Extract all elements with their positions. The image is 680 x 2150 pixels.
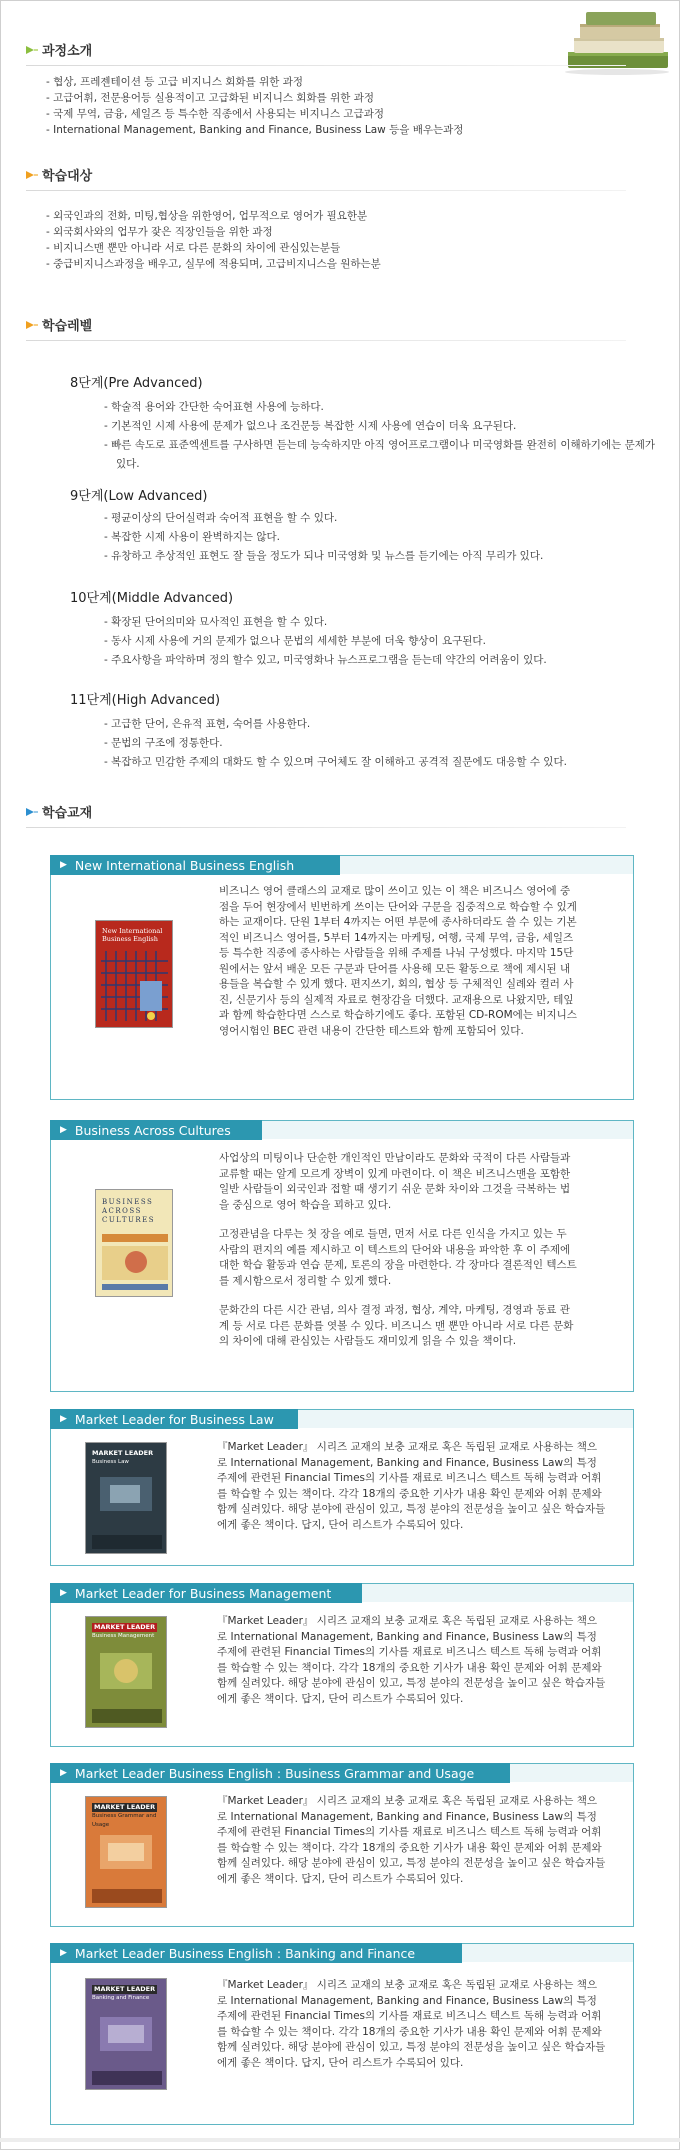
list-item: - 복잡한 시제 사용이 완벽하지는 않다. (104, 528, 664, 547)
list-item: - 복잡하고 민감한 주제의 대화도 할 수 있으며 구어체도 잘 이해하고 공격적 질문에도 대응할 수 있다. (104, 753, 664, 772)
book-description: 『Market Leader』 시리즈 교재의 보충 교재로 혹은 독립된 교재로 사용하는 책으로 International Management, Banking and Finance, Business Law의 특정 주제에 관련된 Financial Times의 기사를 재료로 비즈니스 텍스트 독해 능력과 어휘를 학습할 수 있는 책이다. 각각 18개의 중요한 기사가 내용 확인 문제와 어휘 문제와 함께 실려있다. 해당 분야에 관심이 있고, 특정 분야의 전문성을 높이고 싶은 학습자들에게 좋은 책이다. 답지, 단어 리스트가 수록되어 있다. (217, 1979, 606, 2069)
book-title: Business Across Cultures (74, 1122, 231, 1138)
list-item: - 고급어휘, 전문용어등 실용적이고 고급화된 비지니스 회화를 위한 과정 (46, 90, 463, 106)
list-item: - 빠른 속도로 표준엑센트를 구사하면 듣는데 능숙하지만 아직 영어프로그램이나 미국영화를 완전히 이해하기에는 문제가 있다. (104, 436, 664, 474)
arrow-icon: ▶ (60, 1414, 67, 1424)
arrow-icon: ▶ (60, 1768, 67, 1778)
book-tab (50, 1943, 462, 1963)
list-item: - International Management, Banking and Finance, Business Law 등을 배우는과정 (46, 122, 463, 138)
book-description: 『Market Leader』 시리즈 교재의 보충 교재로 혹은 독립된 교재로 사용하는 책으로 International Management, Banking and Finance, Business Law의 특정 주제에 관련된 Financial Times의 기사를 재료로 비즈니스 텍스트 독해 능력과 어휘를 학습할 수 있는 책이다. 각각 18개의 중요한 기사가 내용 확인 문제와 어휘 문제와 함께 실려있다. 해당 분야에 관심이 있고, 특정 분야의 전문성을 높이고 싶은 학습자들에게 좋은 책이다. 답지, 단어 리스트가 수록되어 있다. (217, 1795, 606, 1885)
book-cover-image: New International Business English (95, 920, 173, 1028)
book-tab (50, 855, 340, 875)
level-8-title: 8단계(Pre Advanced) (70, 376, 203, 391)
book-cover-image: BUSINESS ACROSS CULTURES (95, 1189, 173, 1297)
book-card (50, 1763, 634, 1927)
book-card (50, 1943, 634, 2125)
course-intro-title: 과정소개 (42, 43, 93, 59)
list-item: - 동사 시제 사용에 거의 문제가 없으나 문법의 세세한 부분에 더욱 향상이 요구된다. (104, 632, 664, 651)
book-description: 사업상의 미팅이나 단순한 개인적인 만남이라도 문화와 국적이 다른 사람들과 교류할 때는 알게 모르게 장벽이 있게 마련이다. 이 책은 비즈니스맨을 포함한 일반 사람들이 외국인과 접할 때 생기기 쉬운 문화 차이와 그것을 극복하는 법을 중심으로 영어 학습을 꾀하고 있다. 고정관념을 다루는 첫 장을 예로 들면, 먼저 서로 다른 인식을 가지고 있는 두 사람의 편지의 예를 제시하고 이 텍스트의 단어와 내용을 파악한 후 이 주제에 대한 학습 활동과 연습 문제, 토론의 장을 마련한다. 각 장마다 결론적인 텍스트를 제시함으로서 정리할 수 있게 했다. 문화간의 다른 시간 관념, 의사 결정 과정, 협상, 계약, 마케팅, 경영과 동료 관계 등 서로 다른 문화를 엿볼 수 있다. 비즈니스 맨 뿐만 아니라 서로 다른 문화의 차이에 대해 관심있는 사람들도 재미있게 읽을 수 있을 책이다. (219, 1152, 577, 1347)
levels-title: 학습레벨 (42, 318, 93, 334)
book-title: New International Business English (74, 857, 295, 873)
list-item: - 국제 무역, 금융, 세일즈 등 특수한 직종에서 사용되는 비지니스 고급과정 (46, 106, 463, 122)
list-item: - 평균이상의 단어실력과 숙어적 표현을 할 수 있다. (104, 509, 664, 528)
list-item: - 협상, 프레젠테이션 등 고급 비지니스 회화를 위한 과정 (46, 74, 463, 90)
orange-bullet-icon (26, 169, 36, 179)
arrow-icon: ▶ (60, 1948, 67, 1958)
list-item: - 비지니스맨 뿐만 아니라 서로 다른 문화의 차이에 관심있는분들 (46, 240, 381, 256)
book-description: 『Market Leader』 시리즈 교재의 보충 교재로 혹은 독립된 교재로 사용하는 책으로 International Management, Banking and Finance, Business Law의 특정 주제에 관련된 Financial Times의 기사를 재료로 비즈니스 텍스트 독해 능력과 어휘를 학습할 수 있는 책이다. 각각 18개의 중요한 기사가 내용 확인 문제와 어휘 문제와 함께 실려있다. 해당 분야에 관심이 있고, 특정 분야의 전문성을 높이고 싶은 학습자들에게 좋은 책이다. 답지, 단어 리스트가 수록되어 있다. (217, 1441, 606, 1531)
book-cover-image: MARKET LEADER Business Management (85, 1616, 167, 1728)
orange-bullet-icon (26, 319, 36, 329)
list-item: - 학술적 용어와 간단한 숙어표현 사용에 능하다. (104, 398, 664, 417)
list-item: - 외국회사와의 업무가 잦은 직장인들을 위한 과정 (46, 224, 381, 240)
list-item: - 문법의 구조에 정통한다. (104, 734, 664, 753)
target-title: 학습대상 (42, 168, 93, 184)
book-tab (50, 1409, 298, 1429)
arrow-icon: ▶ (60, 1125, 67, 1135)
book-cover-image: MARKET LEADER Business Grammar and Usage (85, 1796, 167, 1908)
book-title: Market Leader for Business Management (74, 1585, 332, 1601)
course-intro-list (46, 74, 463, 138)
level-11-title: 11단계(High Advanced) (70, 693, 221, 708)
book-description: 『Market Leader』 시리즈 교재의 보충 교재로 혹은 독립된 교재로 사용하는 책으로 International Management, Banking and Finance, Business Law의 특정 주제에 관련된 Financial Times의 기사를 재료로 비즈니스 텍스트 독해 능력과 어휘를 학습할 수 있는 책이다. 각각 18개의 중요한 기사가 내용 확인 문제와 어휘 문제와 함께 실려있다. 해당 분야에 관심이 있고, 특정 분야의 전문성을 높이고 싶은 학습자들에게 좋은 책이다. 답지, 단어 리스트가 수록되어 있다. (217, 1615, 606, 1705)
level-8-list (104, 398, 664, 474)
book-card (50, 1409, 634, 1566)
book-cover-image: MARKET LEADER Banking and Finance (85, 1978, 167, 2090)
book-title: Market Leader for Business Law (74, 1411, 274, 1427)
target-heading (26, 163, 92, 185)
book-card (50, 1120, 634, 1392)
materials-heading (26, 800, 92, 822)
book-title: Market Leader Business English : Business Grammar and Usage (74, 1765, 475, 1781)
book-description: 비즈니스 영어 클래스의 교재로 많이 쓰이고 있는 이 책은 비즈니스 영어에 중점을 두어 현장에서 빈번하게 쓰이는 단어와 구문을 집중적으로 학습할 수 있게 하는 교재이다. 단원 1부터 4까지는 어떤 부문에 종사하더라도 쓸 수 있는 기본적인 비즈니스 영어를, 5부터 14까지는 마케팅, 여행, 국제 무역, 금융, 세일즈 등 특수한 직종에 종사하는 사람들을 위해 주제를 나눠 구성했다. 마지막 15단원에서는 앞서 배운 모든 구문과 단어를 사용해 모든 활동으로 책에 제시된 내용들을 복습할 수 있게 했다. 편지쓰기, 회의, 협상 등 구체적인 실례와 컬러 사진, 신문기사 등의 실제적 자료로 현장감을 더했다. 교재용으로 나왔지만, 테잎과 함께 학습한다면 스스로 학습하기에도 좋다. 포함된 CD-ROM에는 비지니스 영어시험인 BEC 관련 내용이 간단한 테스트와 함께 포함되어 있다. (219, 885, 577, 1037)
list-item: - 중급비지니스과정을 배우고, 실무에 적용되며, 고급비지니스을 원하는분 (46, 256, 381, 272)
book-cover-image: MARKET LEADER Business Law (85, 1442, 167, 1554)
level-10-list (104, 613, 664, 670)
book-tab (50, 1763, 510, 1783)
green-bullet-icon (26, 44, 36, 54)
arrow-icon: ▶ (60, 1588, 67, 1598)
arrow-icon: ▶ (60, 860, 67, 870)
bottom-divider (0, 2138, 680, 2142)
book-title: Market Leader Business English : Banking and Finance (74, 1945, 416, 1961)
book-card (50, 1583, 634, 1747)
list-item: - 유창하고 추상적인 표현도 잘 들을 정도가 되나 미국영화 및 뉴스를 듣기에는 아직 무리가 있다. (104, 547, 664, 566)
book-card (50, 855, 634, 1100)
list-item: - 고급한 단어, 은유적 표현, 숙어를 사용한다. (104, 715, 664, 734)
level-9-list (104, 509, 664, 566)
level-10-title: 10단계(Middle Advanced) (70, 591, 234, 606)
list-item: - 주요사항을 파악하며 정의 할수 있고, 미국영화나 뉴스프로그램을 듣는데 약간의 어려움이 있다. (104, 651, 664, 670)
course-intro-heading (26, 38, 92, 60)
book-tab (50, 1120, 262, 1140)
list-item: - 확장된 단어의미와 묘사적인 표현을 할 수 있다. (104, 613, 664, 632)
list-item: - 기본적인 시제 사용에 문제가 없으나 조건문등 복잡한 시제 사용에 연습이 더욱 요구된다. (104, 417, 664, 436)
target-list (46, 208, 381, 272)
list-item: - 외국인과의 전화, 미팅,협상을 위한영어, 업무적으로 영어가 필요한분 (46, 208, 381, 224)
level-11-list (104, 715, 664, 772)
book-tab (50, 1583, 362, 1603)
blue-bullet-icon (26, 806, 36, 816)
levels-heading (26, 313, 92, 335)
level-9-title: 9단계(Low Advanced) (70, 489, 208, 504)
materials-title: 학습교재 (42, 805, 93, 821)
